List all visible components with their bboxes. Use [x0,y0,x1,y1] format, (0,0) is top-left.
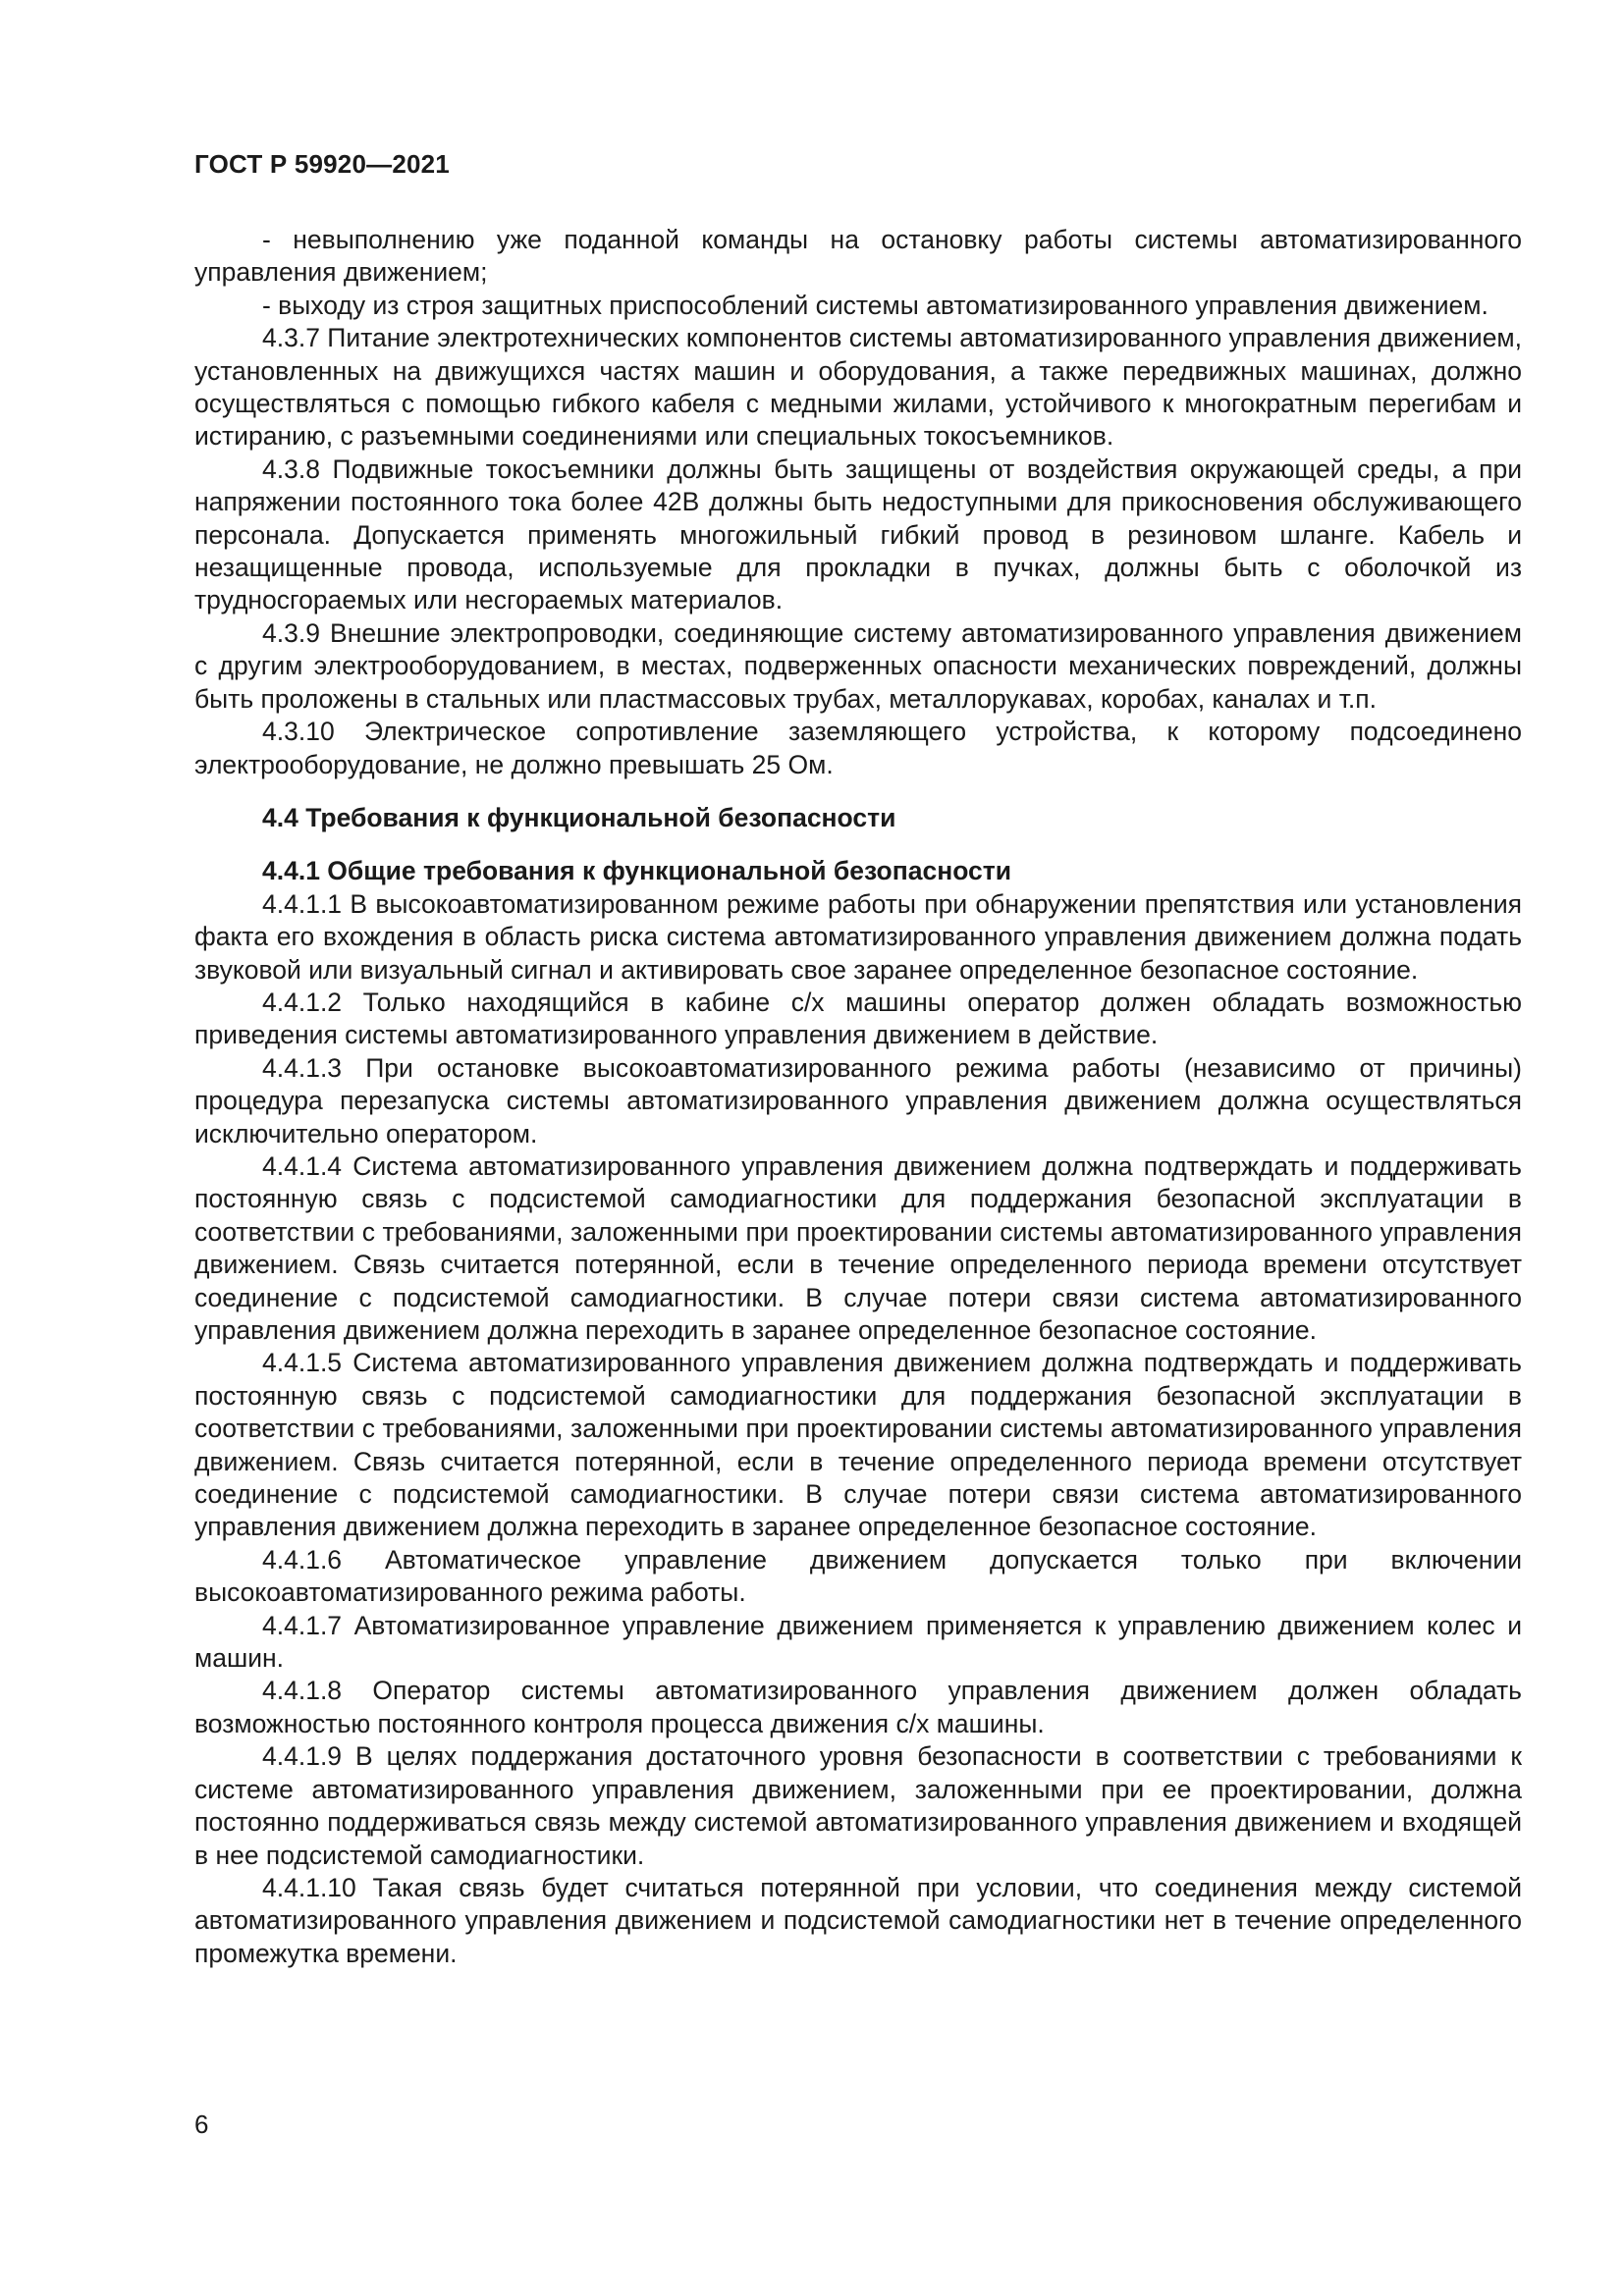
paragraph-4-3-9: 4.3.9 Внешние электропроводки, соединяющие систему автоматизированного управления движением с другим электрооборудованием, в местах, подверженных опасности механических повреждений, должны быть проложены в стальных или пластмассовых трубах, металлорукавах, коробах, каналах и т.п. [194,617,1522,714]
paragraph-4-4-1-10: 4.4.1.10 Такая связь будет считаться потерянной при условии, что соединения между системой автоматизированного управления движением и подсистемой самодиагностики нет в течение определенного промежутка времени. [194,1872,1522,1968]
section-heading-4-4: 4.4 Требования к функциональной безопасности [262,802,896,832]
document-body [194,224,1522,1970]
document-header: ГОСТ Р 59920—2021 [194,149,450,179]
subsection-heading-4-4-1: 4.4.1 Общие требования к функциональной безопасности [262,856,1012,886]
paragraph-4-4-1-7: 4.4.1.7 Автоматизированное управление движением применяется к управлению движением колес и машин. [194,1610,1522,1674]
paragraph-4-4-1-1: 4.4.1.1 В высокоавтоматизированном режиме работы при обнаружении препятствия или установления факта его вхождения в область риска система автоматизированного управления движением должна подать звуковой или визуальный сигнал и активировать свое заранее определенное безопасное состояние. [194,888,1522,985]
paragraph-4-4-1-5: 4.4.1.5 Система автоматизированного управления движением должна подтверждать и поддерживать постоянную связь с подсистемой самодиагностики для поддержания безопасной эксплуатации в соответствии с требованиями, заложенными при проектировании системы автоматизированного управления движением. Связь считается потерянной, если в течение определенного периода времени отсутствует соединение с подсистемой самодиагностики. В случае потери связи система автоматизированного управления движением должна переходить в заранее определенное безопасное состояние. [194,1348,1522,1542]
paragraph: - невыполнению уже поданной команды на остановку работы системы автоматизированного управления движением; [194,225,1522,288]
paragraph-4-4-1-8: 4.4.1.8 Оператор системы автоматизированного управления движением должен обладать возможностью постоянного контроля процесса движения с/х машины. [194,1676,1522,1738]
paragraph-4-4-1-9: 4.4.1.9 В целях поддержания достаточного уровня безопасности в соответствии с требованиями к системе автоматизированного управления движением, заложенными при ее проектировании, должна постоянно поддерживаться связь между системой автоматизированного управления движением и входящей в нее подсистемой самодиагностики. [194,1741,1522,1870]
paragraph-4-4-1-3: 4.4.1.3 При остановке высокоавтоматизированного режима работы (независимо от причины) процедура перезапуска системы автоматизированного управления движением должна осуществляться исключительно оператором. [194,1052,1522,1148]
paragraph-4-4-1-4: 4.4.1.4 Система автоматизированного управления движением должна подтверждать и поддерживать постоянную связь с подсистемой самодиагностики для поддержания безопасной эксплуатации в соответствии с требованиями, заложенными при проектировании системы автоматизированного управления движением. Связь считается потерянной, если в течение определенного периода времени отсутствует соединение с подсистемой самодиагностики. В случае потери связи система автоматизированного управления движением должна переходить в заранее определенное безопасное состояние. [194,1150,1522,1345]
paragraph-4-3-7: 4.3.7 Питание электротехнических компонентов системы автоматизированного управления движением, установленных на движущихся частях машин и оборудования, а также передвижных машинах, должно осуществляться с помощью гибкого кабеля с медными жилами, устойчивого к многократным перегибам и истиранию, с разъемными соединениями или специальных токосъемников. [194,323,1523,452]
paragraph-4-3-8: 4.3.8 Подвижные токосъемники должны быть защищены от воздействия окружающей среды, а при напряжении постоянного тока более 42В должны быть недоступными для прикосновения обслуживающего персонала. Допускается применять многожильный гибкий провод в резиновом шланге. Кабель и незащищенные провода, используемые для прокладки в пучках, должны быть с оболочкой из трудносгораемых или несгораемых материалов. [194,454,1522,615]
paragraph-4-4-1-6: 4.4.1.6 Автоматическое управление движением допускается только при включении высокоавтоматизированного режима работы. [194,1544,1522,1608]
paragraph: - выходу из строя защитных приспособлений системы автоматизированного управления движением. [262,290,1489,320]
page-number: 6 [194,2109,209,2139]
paragraph-4-3-10: 4.3.10 Электрическое сопротивление заземляющего устройства, к которому подсоединено электрооборудование, не должно превышать 25 Ом. [194,717,1522,779]
paragraph-4-4-1-2: 4.4.1.2 Только находящийся в кабине с/х машины оператор должен обладать возможностью приведения системы автоматизированного управления движением в действие. [194,987,1522,1050]
